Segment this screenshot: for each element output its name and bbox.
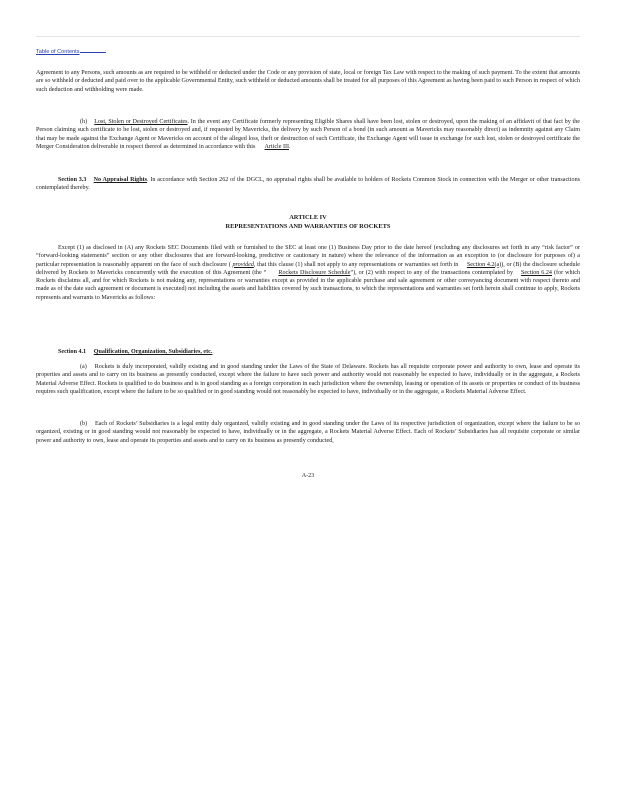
lost-certificates-title: Lost, Stolen or Destroyed Certificates bbox=[94, 119, 188, 125]
carryover-paragraph: Agreement to any Persons, such amounts as are required to be withheld or deducted under the Code or any provision of state, local or foreign Tax Law with respect to the making of such payment. To the extent that amounts are so withheld or deducted and paid over to the applicable Governmental Entity, such withheld or deducted amounts shall be treated for all purposes of this Agreement as having been paid to such Person in respect of which such deduction and withholding were made. bbox=[36, 70, 580, 93]
article-iii-link[interactable]: Article III bbox=[264, 143, 290, 150]
top-divider bbox=[36, 36, 580, 37]
paragraph-label: (b) bbox=[80, 421, 88, 427]
table-of-contents-link[interactable]: Table of Contents bbox=[36, 48, 106, 56]
disclosure-exceptions-paragraph: Except (1) as disclosed in (A) any Rockets SEC Documents filed with or furnished to the SEC at least one (1) Business Day prior to the date hereof (excluding any disclosures set forth in any “risk factor” or “forward-looking statements” section or any other disclosures that are forward-looking, predictive or cautionary in nature) where the relevance of the information as an exception to (or disclosure for purposes of) a particular representation is reasonably apparent on the face of such disclosure ( provided, that this clause (1) shall not apply to any representations or warranties set forth in Section 4.2(a)), or (B) the disclosure schedule delivered by Rockets to Mavericks concurrently with the execution of this Agreement (the “ Rockets Disclosure Schedule”), or (2) with respect to any of the transactions contemplated by Section 6.24 (for which Rockets disclaims all, and for which Rockets is not making any, representations or warranties except as provided in the applicable purchase and sale agreement or other conveyancing document with respect thereto and made as of the date such agreement or document is executed) not including the assets and liabilities covered by such transactions, to which the representations and warranties set forth herein shall continue to apply, Rockets represents and warrants to Mavericks as follows: bbox=[36, 245, 581, 301]
paragraph-b: (b) Each of Rockets’ Subsidiaries is a legal entity duly organized, validly existing and in good standing under the Laws of its respective jurisdiction of organization, except where the failure to be so organized, existing or in good standing would not reasonably be expected to have, individually or in the aggregate, a Rockets Material Adverse Effect. Each of Rockets’ Subsidiaries has all requisite corporate or similar power and authority to own, lease and operate its properties and assets and to carry on its business as presently conducted, bbox=[36, 421, 580, 444]
section-4-1-number: Section 4.1 bbox=[58, 349, 87, 355]
section-3-3-number: Section 3.3 bbox=[58, 177, 87, 183]
section-3-3-paragraph: Section 3.3 No Appraisal Rights. In accordance with Section 262 of the DGCL, no appraisal rights shall be available to holders of Rockets Common Stock in connection with the Merger or other transactions contemplated thereby. bbox=[36, 177, 580, 192]
section-3-3-title: No Appraisal Rights bbox=[93, 177, 148, 183]
section-6-24-link[interactable]: Section 6.24 bbox=[521, 269, 552, 276]
provided-term: provided bbox=[232, 261, 254, 268]
paragraph-label: (h) bbox=[80, 119, 88, 125]
rockets-disclosure-schedule-term: Rockets Disclosure Schedule bbox=[278, 269, 351, 276]
article-heading bbox=[36, 214, 580, 231]
page-number: A-23 bbox=[301, 473, 315, 479]
section-4-1-title: Qualification, Organization, Subsidiaries, etc. bbox=[93, 349, 213, 355]
section-4-2a-link[interactable]: Section 4.2(a) bbox=[466, 261, 502, 268]
article-number: ARTICLE IV bbox=[289, 214, 327, 221]
article-title: REPRESENTATIONS AND WARRANTIES OF ROCKETS bbox=[225, 222, 391, 230]
lost-certificates-paragraph: (h) Lost, Stolen or Destroyed Certificates. In the event any Certificate formerly representing Eligible Shares shall have been lost, stolen or destroyed, upon the making of an affidavit of that fact by the Person claiming such certificate to be lost, stolen or destroyed and, if requested by Mavericks, the delivery by such Person of a bond (in such amount as Mavericks may reasonably direct) as indemnity against any Claim that may be made against the Exchange Agent or Mavericks on account of the alleged loss, theft or destruction of such Certificate, the Exchange Agent will issue in exchange for such lost, stolen or destroyed certificate the Merger Consideration deliverable in respect thereof as determined in accordance with this Article III. bbox=[36, 119, 580, 150]
paragraph-a: (a) Rockets is duly incorporated, validly existing and in good standing under the Laws of the State of Delaware. Rockets has all requisite corporate power and authority to own, lease and operate its properties and assets and to carry on its business as presently conducted, except where the failure to have such power and authority would not reasonably be expected to have, individually or in the aggregate, a Rockets Material Adverse Effect. Rockets is qualified to do business and is in good standing as a foreign corporation in each jurisdiction where the ownership, leasing or operation of its assets or properties or conduct of its business requires such qualification, except where the failure to be so qualified or in good standing would not reasonably be expected to have, individually or in the aggregate, a Rockets Material Adverse Effect. bbox=[36, 364, 581, 395]
paragraph-label: (a) bbox=[80, 364, 87, 370]
section-4-1-heading bbox=[58, 348, 212, 356]
